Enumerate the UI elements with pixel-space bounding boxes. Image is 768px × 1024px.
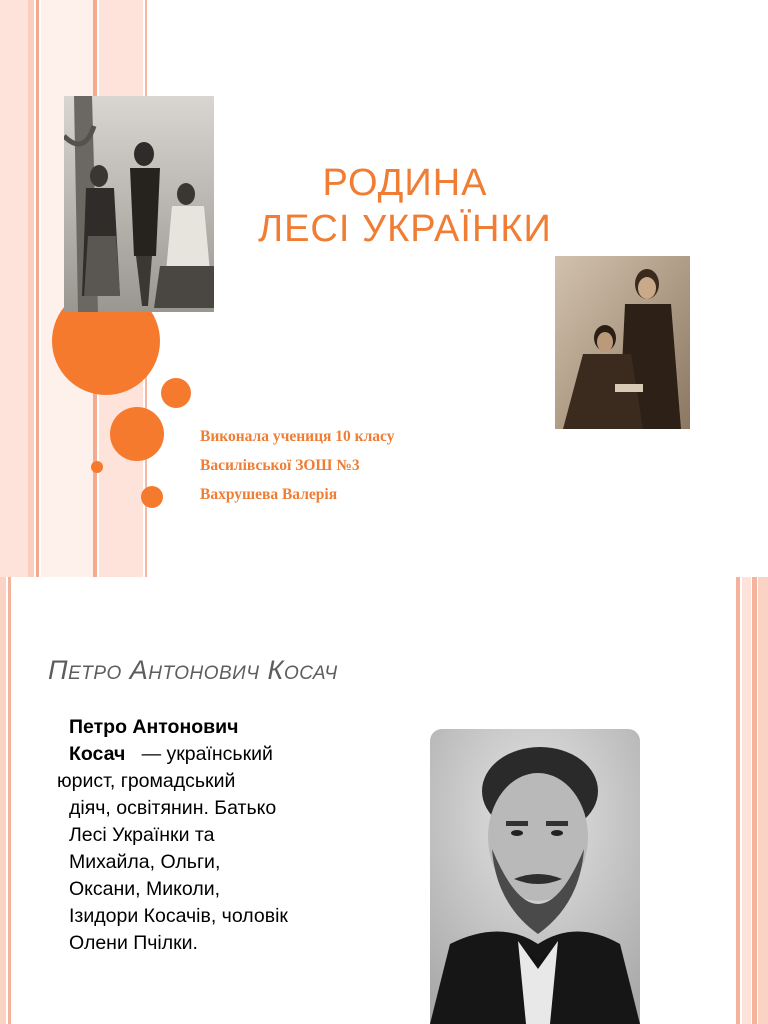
bio-line: Лесі Українки та: [69, 824, 215, 846]
decor-stripe: [742, 577, 751, 1024]
decor-stripe: [736, 577, 740, 1024]
decor-circle: [161, 378, 191, 408]
bio-line: Оксани, Миколи,: [69, 878, 221, 900]
bio-rest: — український: [125, 743, 273, 765]
bio-line: [69, 714, 369, 741]
decor-circle: [141, 486, 163, 508]
decor-stripe: [758, 577, 768, 1024]
decor-stripe: [752, 577, 757, 1024]
bio-line: діяч, освітянин. Батько: [69, 797, 277, 819]
bio-line: [69, 741, 369, 768]
credits: [200, 422, 394, 509]
sisters-photo-icon: [555, 256, 690, 429]
bio-line: Олени Пчілки.: [69, 932, 198, 954]
bio-line: Ізидори Косачів, чоловік: [69, 905, 288, 927]
decor-stripe: [0, 577, 6, 1024]
portrait-photo-icon: [430, 729, 640, 1024]
decor-stripe: [8, 577, 11, 1024]
family-photo-icon: [64, 96, 214, 312]
slide-title: [200, 160, 610, 252]
decor-circle: [91, 461, 103, 473]
credit-line: Вахрушева Валерія: [200, 486, 338, 503]
bio-bold: Косач: [69, 743, 126, 765]
credit-line: Виконала учениця 10 класу: [200, 428, 395, 445]
content-slide: [0, 577, 768, 1024]
slide-heading: Петро Антонович Косач: [48, 655, 338, 685]
bio-bold: Петро Антонович: [69, 716, 239, 738]
credit-line: Василівської ЗОШ №3: [200, 457, 360, 474]
title-line-2: ЛЕСІ УКРАЇНКИ: [258, 208, 552, 250]
title-line-1: РОДИНА: [322, 162, 488, 204]
bio-line: юрист, громадський: [57, 770, 236, 792]
biography-text: [57, 714, 369, 957]
bio-line: Михайла, Ольги,: [69, 851, 221, 873]
decor-circle: [110, 407, 164, 461]
